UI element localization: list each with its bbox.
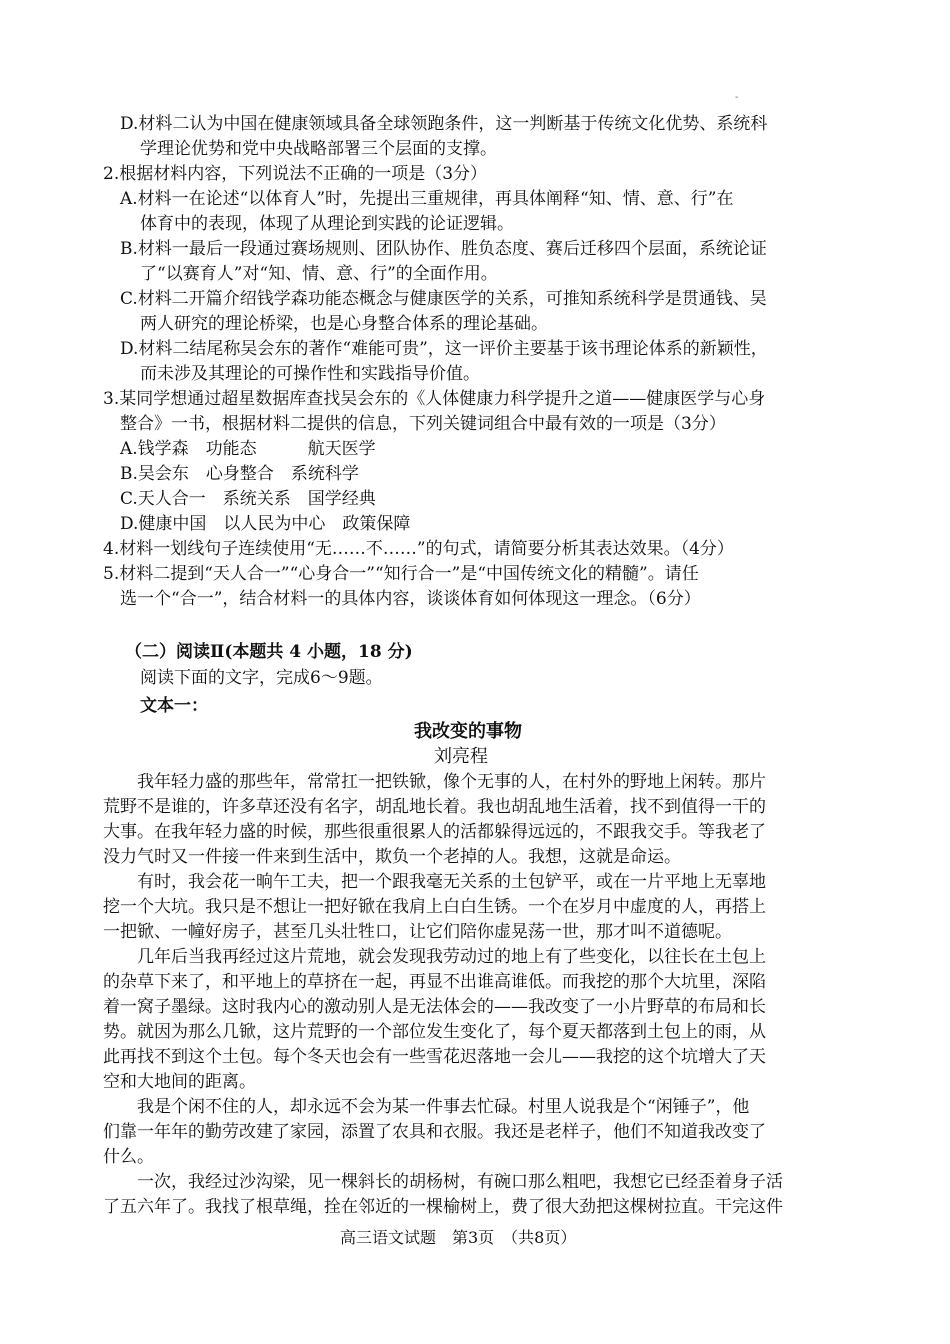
- story-line: 着一窝子墨绿。这时我内心的激动别人是无法体会的——我改变了一小片野草的布局和长: [103, 997, 766, 1017]
- page-footer: 高三语文试题 第3页 （共8页）: [340, 1228, 577, 1247]
- story-line: 我年轻力盛的那些年，常常扛一把铁锨，像个无事的人，在村外的野地上闲转。那片: [103, 772, 766, 792]
- q2-option-b-line1: B.材料一最后一段通过赛场规则、团队协作、胜负态度、赛后迁移四个层面，系统论证: [120, 239, 767, 259]
- q3-stem-line2: 整合》一书，根据材料二提供的信息，下列关键词组合中最有效的一项是（3分）: [120, 414, 726, 434]
- story-line: 的杂草下来了，和平地上的草挤在一起，再显不出谁高谁低。而我挖的那个大坑里，深陷: [103, 972, 766, 992]
- story-line: 一次，我经过沙沟梁，见一棵斜长的胡杨树，有碗口那么粗吧，我想它已经歪着身子活: [103, 1172, 783, 1192]
- story-line: 几年后当我再经过这片荒地，就会发现我劳动过的地上有了些变化，以往长在土包上: [103, 947, 766, 967]
- q3-option-c: C.天人合一 系统关系 国学经典: [120, 489, 376, 509]
- story-line: 没力气时又一件接一件来到生活中，欺负一个老掉的人。我想，这就是命运。: [103, 847, 681, 867]
- q3-option-b: B.吴会东 心身整合 系统科学: [120, 464, 359, 484]
- story-line: 们靠一年年的勤劳改建了家园，添置了农具和衣服。我还是老样子，他们不知道我改变了: [103, 1122, 766, 1142]
- q1-option-d-line2: 学理论优势和党中央战略部署三个层面的支撑。: [140, 139, 497, 159]
- q2-option-c-line1: C.材料二开篇介绍钱学森功能态概念与健康医学的关系，可推知系统科学是贯通钱、吴: [120, 289, 767, 309]
- story-line: 了五六年了。我找了根草绳，拴在邻近的一棵榆树上，费了很大劲把这棵树拉直。干完这件: [103, 1197, 783, 1217]
- story-line: 荒野不是谁的，许多草还没有名字，胡乱地长着。我也胡乱地生活着，找不到值得一干的: [103, 797, 766, 817]
- story-title: 我改变的事物: [414, 721, 522, 742]
- q5-line2: 选一个“合一”，结合材料一的具体内容，谈谈体育如何体现这一理念。（6分）: [120, 589, 701, 609]
- story-line: 挖一个大坑。我只是不想让一把好锨在我肩上白白生锈。一个在岁月中虚度的人，再搭上: [103, 897, 766, 917]
- page-mark: -: [735, 92, 739, 103]
- story-line: 一把锨、一幢好房子，甚至几头壮牲口，让它们陪你虚晃荡一世，那才叫不道德呢。: [103, 922, 732, 942]
- story-line: 空和大地间的距离。: [103, 1072, 256, 1092]
- q2-stem: 2.根据材料内容，下列说法不正确的一项是（3分）: [103, 164, 488, 184]
- q5-line1: 5.材料二提到“天人合一”“心身合一”“知行合一”是“中国传统文化的精髓”。请任: [103, 564, 699, 584]
- q2-option-c-line2: 两人研究的理论桥梁，也是心身整合体系的理论基础。: [140, 314, 548, 334]
- q1-option-d-line1: D.材料二认为中国在健康领域具备全球领跑条件，这一判断基于传统文化优势、系统科: [120, 114, 768, 134]
- q3-option-a: A.钱学森 功能态 航天医学: [120, 439, 376, 459]
- story-line: 有时，我会花一晌午工夫，把一个跟我毫无关系的土包铲平，或在一片平地上无辜地: [103, 872, 766, 892]
- story-line: 什么。: [103, 1147, 154, 1167]
- section2-instruction: 阅读下面的文字，完成6～9题。: [140, 668, 383, 688]
- q2-option-a-line1: A.材料一在论述“以体育人”时，先提出三重规律，再具体阐释“知、情、意、行”在: [120, 189, 734, 209]
- q2-option-a-line2: 体育中的表现，体现了从理论到实践的论证逻辑。: [140, 214, 514, 234]
- story-author: 刘亮程: [434, 746, 488, 767]
- story-line: 大事。在我年轻力盛的时候，那些很重很累人的活都躲得远远的，不跟我交手。等我老了: [103, 822, 766, 842]
- q2-option-d-line2: 而未涉及其理论的可操作性和实践指导价值。: [140, 364, 480, 384]
- q3-stem-line1: 3.某同学想通过超星数据库查找吴会东的《人体健康力科学提升之道——健康医学与心身: [103, 389, 766, 409]
- story-line: 势。就因为那么几锨，这片荒野的一个部位发生变化了，每个夏天都落到土包上的雨，从: [103, 1022, 766, 1042]
- section2-heading: （二）阅读Ⅱ(本题共 4 小题，18 分): [125, 642, 413, 662]
- text-one-label: 文本一：: [140, 696, 208, 716]
- q3-option-d: D.健康中国 以人民为中心 政策保障: [120, 514, 411, 534]
- q2-option-b-line2: 了“以赛育人”对“知、情、意、行”的全面作用。: [140, 264, 498, 284]
- q2-option-d-line1: D.材料二结尾称吴会东的著作“难能可贵”，这一评价主要基于该书理论体系的新颖性，: [120, 339, 768, 359]
- story-line: 此再找不到这个土包。每个冬天也会有一些雪花迟落地一会儿——我挖的这个坑增大了天: [103, 1047, 766, 1067]
- story-line: 我是个闲不住的人，却永远不会为某一件事去忙碌。村里人说我是个“闲锤子”，他: [103, 1097, 750, 1117]
- q4: 4.材料一划线句子连续使用“无……不……”的句式，请简要分析其表达效果。（4分）: [103, 539, 734, 559]
